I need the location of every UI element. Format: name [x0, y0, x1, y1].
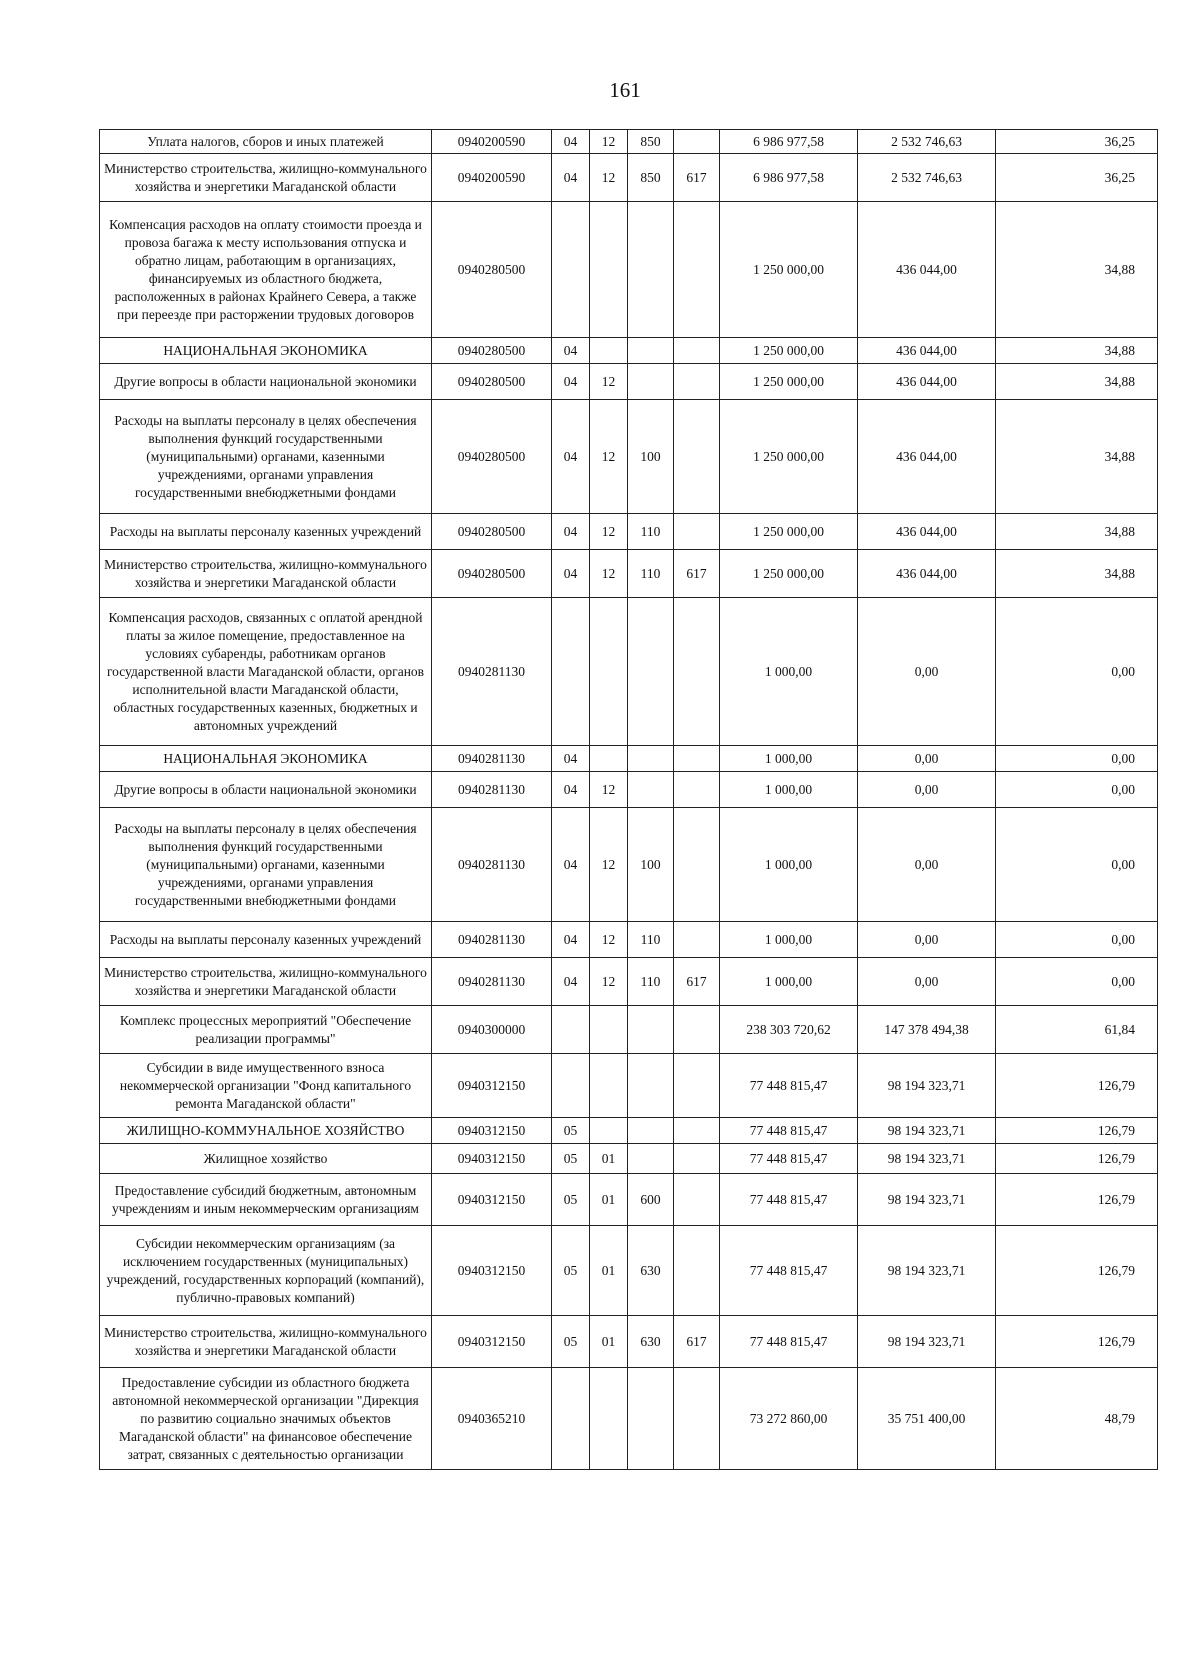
planned-amount-cell: 77 448 815,47	[720, 1118, 858, 1144]
table-body	[100, 130, 1158, 1470]
ministry-code-cell	[674, 1118, 720, 1144]
section-cell: 04	[552, 130, 590, 154]
ministry-code-cell	[674, 598, 720, 746]
subsection-cell: 12	[590, 154, 628, 202]
expense-type-cell	[628, 1368, 674, 1470]
row-name-cell: Субсидии некоммерческим организациям (за исключением государственных (муниципальных) учреждений, государственных корпораций (компаний), публично-правовых компаний)	[100, 1226, 432, 1316]
ministry-code-cell	[674, 514, 720, 550]
actual-amount-cell: 2 532 746,63	[858, 130, 996, 154]
target-article-cell: 0940300000	[432, 1006, 552, 1054]
target-article-cell: 0940281130	[432, 808, 552, 922]
target-article-cell: 0940281130	[432, 922, 552, 958]
actual-amount-cell: 0,00	[858, 772, 996, 808]
row-name-cell: Комплекс процессных мероприятий "Обеспечение реализации программы"	[100, 1006, 432, 1054]
row-name-cell: Компенсация расходов на оплату стоимости проезда и провоза багажа к месту использования отпуска и обратно лицам, работающим в организациях, финансируемых из областного бюджета, расположенных в районах Крайнего Севера, а также при переезде при расторжении трудовых договоров	[100, 202, 432, 338]
target-article-cell: 0940312150	[432, 1316, 552, 1368]
target-article-cell: 0940280500	[432, 202, 552, 338]
subsection-cell	[590, 338, 628, 364]
planned-amount-cell: 1 250 000,00	[720, 202, 858, 338]
percent-cell: 34,88	[996, 550, 1158, 598]
actual-amount-cell: 436 044,00	[858, 400, 996, 514]
percent-cell: 36,25	[996, 130, 1158, 154]
expense-type-cell: 850	[628, 130, 674, 154]
table-row	[100, 400, 1158, 514]
row-name-cell: Министерство строительства, жилищно-коммунального хозяйства и энергетики Магаданской области	[100, 550, 432, 598]
target-article-cell: 0940280500	[432, 400, 552, 514]
section-cell	[552, 598, 590, 746]
row-name-cell: Субсидии в виде имущественного взноса некоммерческой организации "Фонд капитального ремонта Магаданской области"	[100, 1054, 432, 1118]
expense-type-cell	[628, 1006, 674, 1054]
budget-table	[99, 129, 1158, 1470]
subsection-cell: 12	[590, 400, 628, 514]
planned-amount-cell: 77 448 815,47	[720, 1174, 858, 1226]
row-name-cell: Расходы на выплаты персоналу в целях обеспечения выполнения функций государственными (муниципальными) органами, казенными учреждениями, органами управления государственными внебюджетными фондами	[100, 808, 432, 922]
row-name-cell: Предоставление субсидий бюджетным, автономным учреждениям и иным некоммерческим организациям	[100, 1174, 432, 1226]
percent-cell: 0,00	[996, 808, 1158, 922]
subsection-cell: 01	[590, 1316, 628, 1368]
actual-amount-cell: 436 044,00	[858, 338, 996, 364]
percent-cell: 0,00	[996, 958, 1158, 1006]
subsection-cell: 01	[590, 1144, 628, 1174]
planned-amount-cell: 1 250 000,00	[720, 364, 858, 400]
ministry-code-cell	[674, 746, 720, 772]
percent-cell: 0,00	[996, 598, 1158, 746]
table-row	[100, 154, 1158, 202]
section-cell: 04	[552, 958, 590, 1006]
ministry-code-cell	[674, 1054, 720, 1118]
actual-amount-cell: 98 194 323,71	[858, 1226, 996, 1316]
section-cell: 04	[552, 364, 590, 400]
subsection-cell	[590, 1054, 628, 1118]
table-row	[100, 1368, 1158, 1470]
ministry-code-cell	[674, 922, 720, 958]
actual-amount-cell: 35 751 400,00	[858, 1368, 996, 1470]
ministry-code-cell	[674, 130, 720, 154]
table-row	[100, 1316, 1158, 1368]
expense-type-cell: 110	[628, 514, 674, 550]
table-row	[100, 338, 1158, 364]
expense-type-cell	[628, 338, 674, 364]
ministry-code-cell	[674, 364, 720, 400]
row-name-cell: НАЦИОНАЛЬНАЯ ЭКОНОМИКА	[100, 338, 432, 364]
subsection-cell: 12	[590, 808, 628, 922]
section-cell: 04	[552, 400, 590, 514]
target-article-cell: 0940281130	[432, 772, 552, 808]
row-name-cell: НАЦИОНАЛЬНАЯ ЭКОНОМИКА	[100, 746, 432, 772]
row-name-cell: Уплата налогов, сборов и иных платежей	[100, 130, 432, 154]
table-row	[100, 1144, 1158, 1174]
planned-amount-cell: 1 250 000,00	[720, 550, 858, 598]
actual-amount-cell: 98 194 323,71	[858, 1054, 996, 1118]
subsection-cell: 12	[590, 130, 628, 154]
planned-amount-cell: 1 000,00	[720, 922, 858, 958]
target-article-cell: 0940281130	[432, 598, 552, 746]
actual-amount-cell: 436 044,00	[858, 364, 996, 400]
target-article-cell: 0940312150	[432, 1144, 552, 1174]
ministry-code-cell	[674, 772, 720, 808]
percent-cell: 126,79	[996, 1226, 1158, 1316]
table-row	[100, 772, 1158, 808]
target-article-cell: 0940280500	[432, 364, 552, 400]
section-cell: 05	[552, 1174, 590, 1226]
table-row	[100, 1006, 1158, 1054]
section-cell: 04	[552, 746, 590, 772]
percent-cell: 61,84	[996, 1006, 1158, 1054]
target-article-cell: 0940281130	[432, 958, 552, 1006]
target-article-cell: 0940312150	[432, 1054, 552, 1118]
percent-cell: 34,88	[996, 514, 1158, 550]
section-cell: 04	[552, 338, 590, 364]
planned-amount-cell: 6 986 977,58	[720, 154, 858, 202]
target-article-cell: 0940280500	[432, 514, 552, 550]
section-cell: 04	[552, 154, 590, 202]
subsection-cell: 12	[590, 922, 628, 958]
subsection-cell: 12	[590, 958, 628, 1006]
planned-amount-cell: 77 448 815,47	[720, 1226, 858, 1316]
row-name-cell: Расходы на выплаты персоналу казенных учреждений	[100, 514, 432, 550]
percent-cell: 34,88	[996, 400, 1158, 514]
ministry-code-cell: 617	[674, 154, 720, 202]
row-name-cell: Министерство строительства, жилищно-коммунального хозяйства и энергетики Магаданской области	[100, 958, 432, 1006]
target-article-cell: 0940365210	[432, 1368, 552, 1470]
planned-amount-cell: 1 250 000,00	[720, 338, 858, 364]
table-row	[100, 1174, 1158, 1226]
ministry-code-cell	[674, 1368, 720, 1470]
percent-cell: 126,79	[996, 1144, 1158, 1174]
planned-amount-cell: 77 448 815,47	[720, 1144, 858, 1174]
ministry-code-cell	[674, 1226, 720, 1316]
expense-type-cell	[628, 746, 674, 772]
subsection-cell	[590, 1118, 628, 1144]
percent-cell: 126,79	[996, 1118, 1158, 1144]
percent-cell: 126,79	[996, 1054, 1158, 1118]
section-cell: 04	[552, 772, 590, 808]
row-name-cell: Министерство строительства, жилищно-коммунального хозяйства и энергетики Магаданской области	[100, 1316, 432, 1368]
target-article-cell: 0940280500	[432, 550, 552, 598]
table-row	[100, 1118, 1158, 1144]
section-cell: 05	[552, 1118, 590, 1144]
subsection-cell	[590, 1006, 628, 1054]
subsection-cell	[590, 1368, 628, 1470]
section-cell	[552, 1368, 590, 1470]
target-article-cell: 0940312150	[432, 1118, 552, 1144]
planned-amount-cell: 1 250 000,00	[720, 514, 858, 550]
expense-type-cell	[628, 364, 674, 400]
section-cell: 04	[552, 550, 590, 598]
planned-amount-cell: 73 272 860,00	[720, 1368, 858, 1470]
actual-amount-cell: 0,00	[858, 746, 996, 772]
table-row	[100, 746, 1158, 772]
row-name-cell: Жилищное хозяйство	[100, 1144, 432, 1174]
target-article-cell: 0940200590	[432, 154, 552, 202]
planned-amount-cell: 77 448 815,47	[720, 1054, 858, 1118]
subsection-cell: 01	[590, 1174, 628, 1226]
percent-cell: 0,00	[996, 772, 1158, 808]
row-name-cell: Компенсация расходов, связанных с оплатой арендной платы за жилое помещение, предоставленное на условиях субаренды, работникам органов государственной власти Магаданской области, органов исполнительной власти Магаданской области, областных государственных казенных, бюджетных и автономных учреждений	[100, 598, 432, 746]
table-row	[100, 514, 1158, 550]
expense-type-cell	[628, 598, 674, 746]
expense-type-cell: 630	[628, 1226, 674, 1316]
actual-amount-cell: 147 378 494,38	[858, 1006, 996, 1054]
ministry-code-cell	[674, 338, 720, 364]
table-row	[100, 958, 1158, 1006]
row-name-cell: Другие вопросы в области национальной экономики	[100, 772, 432, 808]
planned-amount-cell: 77 448 815,47	[720, 1316, 858, 1368]
actual-amount-cell: 2 532 746,63	[858, 154, 996, 202]
subsection-cell: 12	[590, 550, 628, 598]
section-cell	[552, 1054, 590, 1118]
target-article-cell: 0940280500	[432, 338, 552, 364]
actual-amount-cell: 436 044,00	[858, 202, 996, 338]
table-row	[100, 808, 1158, 922]
percent-cell: 48,79	[996, 1368, 1158, 1470]
actual-amount-cell: 98 194 323,71	[858, 1316, 996, 1368]
target-article-cell: 0940312150	[432, 1174, 552, 1226]
percent-cell: 34,88	[996, 338, 1158, 364]
expense-type-cell: 110	[628, 550, 674, 598]
planned-amount-cell: 1 000,00	[720, 808, 858, 922]
planned-amount-cell: 1 250 000,00	[720, 400, 858, 514]
section-cell	[552, 1006, 590, 1054]
subsection-cell: 12	[590, 364, 628, 400]
percent-cell: 36,25	[996, 154, 1158, 202]
table-row	[100, 1054, 1158, 1118]
expense-type-cell: 850	[628, 154, 674, 202]
percent-cell: 34,88	[996, 202, 1158, 338]
table-row	[100, 130, 1158, 154]
actual-amount-cell: 98 194 323,71	[858, 1174, 996, 1226]
ministry-code-cell	[674, 1174, 720, 1226]
table-row	[100, 364, 1158, 400]
actual-amount-cell: 0,00	[858, 598, 996, 746]
planned-amount-cell: 238 303 720,62	[720, 1006, 858, 1054]
percent-cell: 34,88	[996, 364, 1158, 400]
ministry-code-cell: 617	[674, 550, 720, 598]
row-name-cell: Расходы на выплаты персоналу казенных учреждений	[100, 922, 432, 958]
expense-type-cell	[628, 1054, 674, 1118]
target-article-cell: 0940312150	[432, 1226, 552, 1316]
percent-cell: 0,00	[996, 746, 1158, 772]
ministry-code-cell	[674, 400, 720, 514]
ministry-code-cell	[674, 1144, 720, 1174]
section-cell: 05	[552, 1316, 590, 1368]
section-cell: 04	[552, 514, 590, 550]
section-cell: 04	[552, 922, 590, 958]
row-name-cell: Предоставление субсидии из областного бюджета автономной некоммерческой организации "Дирекция по развитию социально значимых объектов Магаданской области" на финансовое обеспечение затрат, связанных с деятельностью организации	[100, 1368, 432, 1470]
planned-amount-cell: 1 000,00	[720, 772, 858, 808]
expense-type-cell: 110	[628, 922, 674, 958]
ministry-code-cell	[674, 808, 720, 922]
expense-type-cell	[628, 202, 674, 338]
table-row	[100, 598, 1158, 746]
percent-cell: 126,79	[996, 1174, 1158, 1226]
planned-amount-cell: 1 000,00	[720, 958, 858, 1006]
planned-amount-cell: 1 000,00	[720, 598, 858, 746]
planned-amount-cell: 6 986 977,58	[720, 130, 858, 154]
section-cell: 04	[552, 808, 590, 922]
subsection-cell: 12	[590, 772, 628, 808]
actual-amount-cell: 0,00	[858, 922, 996, 958]
subsection-cell	[590, 598, 628, 746]
expense-type-cell: 600	[628, 1174, 674, 1226]
expense-type-cell: 100	[628, 808, 674, 922]
actual-amount-cell: 436 044,00	[858, 514, 996, 550]
row-name-cell: ЖИЛИЩНО-КОММУНАЛЬНОЕ ХОЗЯЙСТВО	[100, 1118, 432, 1144]
expense-type-cell: 630	[628, 1316, 674, 1368]
target-article-cell: 0940281130	[432, 746, 552, 772]
table-row	[100, 1226, 1158, 1316]
expense-type-cell: 110	[628, 958, 674, 1006]
ministry-code-cell	[674, 1006, 720, 1054]
subsection-cell	[590, 746, 628, 772]
actual-amount-cell: 0,00	[858, 958, 996, 1006]
expense-type-cell: 100	[628, 400, 674, 514]
row-name-cell: Другие вопросы в области национальной экономики	[100, 364, 432, 400]
section-cell	[552, 202, 590, 338]
subsection-cell: 01	[590, 1226, 628, 1316]
row-name-cell: Министерство строительства, жилищно-коммунального хозяйства и энергетики Магаданской области	[100, 154, 432, 202]
ministry-code-cell	[674, 202, 720, 338]
actual-amount-cell: 0,00	[858, 808, 996, 922]
ministry-code-cell: 617	[674, 958, 720, 1006]
subsection-cell: 12	[590, 514, 628, 550]
actual-amount-cell: 98 194 323,71	[858, 1118, 996, 1144]
actual-amount-cell: 98 194 323,71	[858, 1144, 996, 1174]
percent-cell: 126,79	[996, 1316, 1158, 1368]
expense-type-cell	[628, 1144, 674, 1174]
table-row	[100, 202, 1158, 338]
table-row	[100, 922, 1158, 958]
expense-type-cell	[628, 772, 674, 808]
ministry-code-cell: 617	[674, 1316, 720, 1368]
subsection-cell	[590, 202, 628, 338]
section-cell: 05	[552, 1144, 590, 1174]
section-cell: 05	[552, 1226, 590, 1316]
actual-amount-cell: 436 044,00	[858, 550, 996, 598]
percent-cell: 0,00	[996, 922, 1158, 958]
page-number: 161	[609, 78, 641, 102]
row-name-cell: Расходы на выплаты персоналу в целях обеспечения выполнения функций государственными (муниципальными) органами, казенными учреждениями, органами управления государственными внебюджетными фондами	[100, 400, 432, 514]
planned-amount-cell: 1 000,00	[720, 746, 858, 772]
table-row	[100, 550, 1158, 598]
expense-type-cell	[628, 1118, 674, 1144]
target-article-cell: 0940200590	[432, 130, 552, 154]
